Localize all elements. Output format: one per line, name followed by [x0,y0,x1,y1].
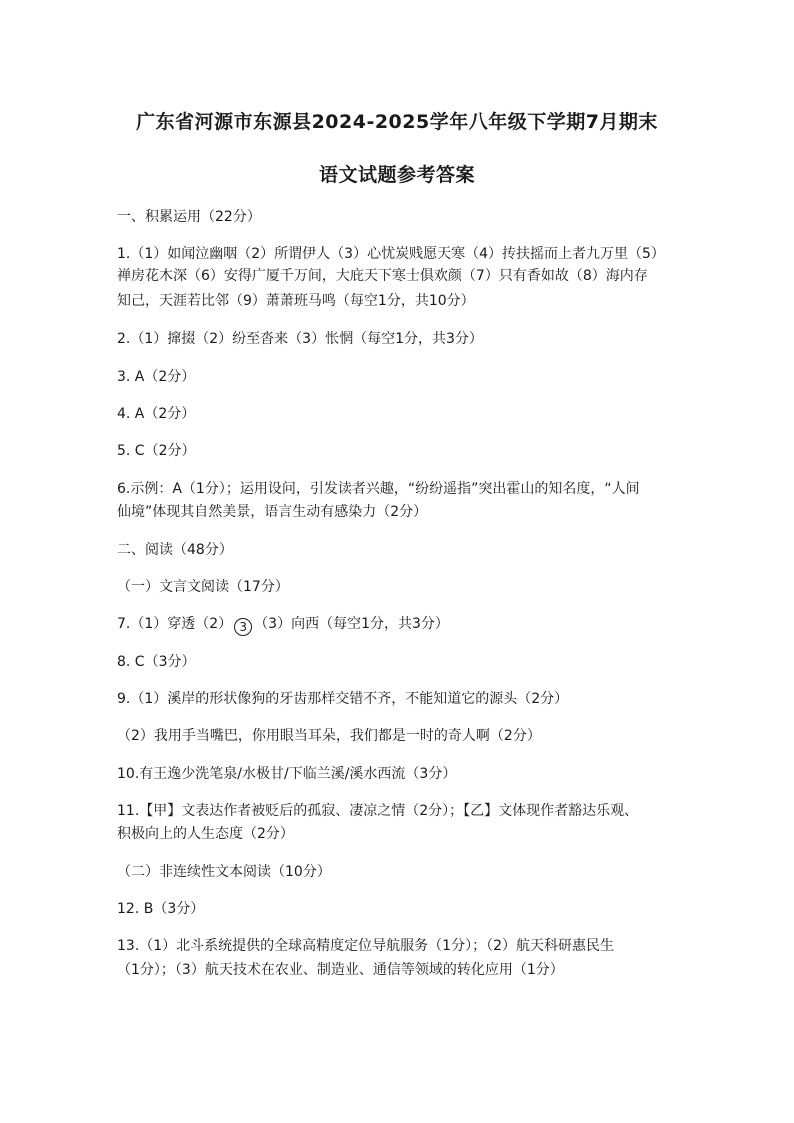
answer-2: 2.（1）撺掇（2）纷至沓来（3）怅惘（每空1分，共3分） [117,331,483,347]
answer-7-part-b: （3）向西（每空1分，共3分） [254,616,449,632]
answer-11-line-1: 11.【甲】文表达作者被贬后的孤寂、凄凉之情（2分）；【乙】文体现作者豁达乐观、 [117,803,639,819]
answer-7-circled-choice: 3 [234,618,252,636]
answer-9-line-2: （2）我用手当嘴巴，你用眼当耳朵，我们都是一时的奇人啊（2分） [117,728,541,744]
answer-7 [117,614,697,636]
subsection-heading-nonlinear: （二）非连续性文本阅读（10分） [117,864,331,880]
answer-11-line-2: 积极向上的人生态度（2分） [117,826,294,842]
answer-5: 5. C（2分） [117,443,196,459]
answer-1-line-3: 知己，天涯若比邻（9）萧萧班马鸣（每空1分，共10分） [117,293,475,309]
answer-1-line-2: 禅房花木深（6）安得广厦千万间，大庇天下寒士俱欢颜（7）只有香如故（8）海内存 [117,268,648,284]
answer-8: 8. C（3分） [117,654,196,670]
answer-6-line-2: 仙境”体现其自然美景，语言生动有感染力（2分） [117,504,428,520]
answer-13-line-2: （1分）；（3）航天技术在农业、制造业、通信等领域的转化应用（1分） [117,962,564,978]
answer-12: 12. B（3分） [117,901,205,917]
answer-1-line-1: 1.（1）如闻泣幽咽（2）所谓伊人（3）心忧炭贱愿天寒（4）抟扶摇而上者九万里（5） [117,246,665,262]
answer-13-line-1: 13.（1）北斗系统提供的全球高精度定位导航服务（1分）；（2）航天科研惠民生 [117,938,614,954]
answer-6-line-1: 6.示例：A（1分）；运用设问，引发读者兴趣，“纷纷遥指”突出霍山的知名度，“人间 [117,481,640,497]
answer-10: 10.有王逸少洗笔泉/水极甘/下临兰溪/溪水西流（3分） [117,766,457,782]
answer-9-line-1: 9.（1）溪岸的形状像狗的牙齿那样交错不齐，不能知道它的源头（2分） [117,691,569,707]
answer-7-part-a: 7.（1）穿透（2） [117,616,233,632]
section-heading-accumulation: 一、积累运用（22分） [117,209,261,225]
subsection-heading-classical: （一）文言文阅读（17分） [117,579,289,595]
answer-4: 4. A（2分） [117,406,196,422]
page-title: 广东省河源市东源县2024-2025学年八年级下学期7月期末 [136,111,658,133]
section-heading-reading: 二、阅读（48分） [117,542,233,558]
page-subtitle: 语文试题参考答案 [318,164,475,186]
answer-3: 3. A（2分） [117,369,196,385]
